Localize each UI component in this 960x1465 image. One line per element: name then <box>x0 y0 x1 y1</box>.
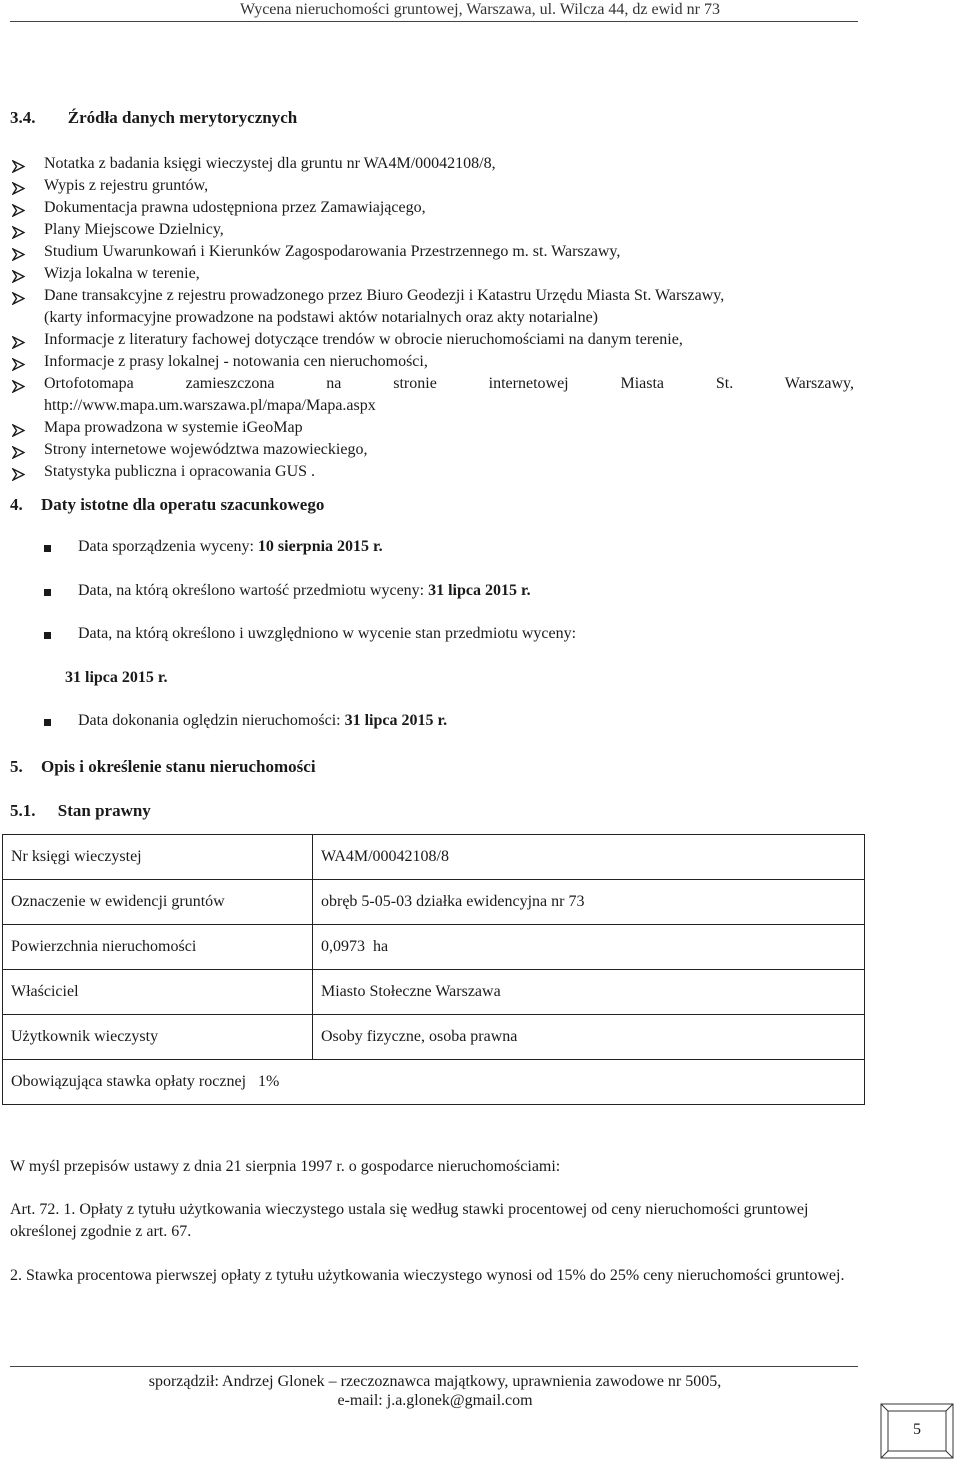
date-item: Data, na którą określono i uwzględniono w wycenie stan przedmiotu wyceny: <box>78 625 577 642</box>
table-label-value <box>3 1060 865 1105</box>
arrow-bullet-icon <box>12 358 25 371</box>
list-item: Plany Miejscowe Dzielnicy, <box>44 221 224 238</box>
table-row <box>3 880 865 925</box>
footer-email: e-mail: j.a.glonek@gmail.com <box>337 1392 533 1409</box>
date-value: 31 lipca 2015 r. <box>344 712 448 729</box>
arrow-bullet-icon <box>12 270 25 283</box>
table-label: Właściciel <box>3 970 313 1015</box>
section-title: Opis i określenie stanu nieruchomości <box>41 757 316 776</box>
arrow-bullet-icon <box>12 380 25 393</box>
table-label: Użytkownik wieczysty <box>3 1015 313 1060</box>
table-value: obręb 5-05-03 działka ewidencyjna nr 73 <box>313 880 865 925</box>
table-label: Nr księgi wieczystej <box>3 835 313 880</box>
date-value: 10 sierpnia 2015 r. <box>257 538 383 555</box>
date-value: 31 lipca 2015 r. <box>428 582 531 599</box>
header-rule <box>10 21 858 22</box>
date-label: Data, na którą określono wartość przedmiotu wyceny: <box>78 582 429 599</box>
arrow-bullet-icon <box>12 226 25 239</box>
footer-author: sporządził: Andrzej Glonek – rzeczoznawca majątkowy, uprawnienia zawodowe nr 5005, <box>148 1373 722 1390</box>
date-item <box>78 712 447 730</box>
date-value: 31 lipca 2015 r. <box>65 669 168 686</box>
list-item: Studium Uwarunkowań i Kierunków Zagospodarowania Przestrzennego m. st. Warszawy, <box>44 243 621 260</box>
list-item: Statystyka publiczna i opracowania GUS . <box>44 463 316 480</box>
arrow-bullet-icon <box>12 182 25 195</box>
law-article-72-2: 2. Stawka procentowa pierwszej opłaty z tytułu użytkowania wieczystego wynosi od 15% do 25% ceny nieruchomości gruntowej. <box>10 1267 845 1284</box>
list-item: Dokumentacja prawna udostępniona przez Zamawiającego, <box>44 199 426 216</box>
table-row <box>3 1015 865 1060</box>
arrow-bullet-icon <box>12 424 25 437</box>
list-item: Notatka z badania księgi wieczystej dla gruntu nr WA4M/00042108/8, <box>44 155 496 172</box>
section-title: Daty istotne dla operatu szacunkowego <box>41 495 325 514</box>
date-label: Data dokonania oględzin nieruchomości: <box>78 712 345 729</box>
legal-status-table <box>2 834 865 1105</box>
section-number: 4. <box>10 495 23 514</box>
section-title: Stan prawny <box>57 801 151 820</box>
table-value: Osoby fizyczne, osoba prawna <box>313 1015 865 1060</box>
table-label: Powierzchnia nieruchomości <box>3 925 313 970</box>
document-header: Wycena nieruchomości gruntowej, Warszawa, ul. Wilcza 44, dz ewid nr 73 <box>240 1 720 18</box>
section-number: 5. <box>10 757 23 776</box>
section-number: 5.1. <box>10 801 36 820</box>
arrow-bullet-icon <box>12 160 25 173</box>
arrow-bullet-icon <box>12 292 25 305</box>
square-bullet-icon <box>44 545 51 552</box>
table-row <box>3 835 865 880</box>
square-bullet-icon <box>44 589 51 596</box>
table-row <box>3 1060 865 1105</box>
table-value: WA4M/00042108/8 <box>313 835 865 880</box>
table-value: Miasto Stołeczne Warszawa <box>313 970 865 1015</box>
date-item <box>78 538 383 556</box>
list-item: Informacje z prasy lokalnej - notowania cen nieruchomości, <box>44 353 428 370</box>
date-item <box>78 582 531 600</box>
arrow-bullet-icon <box>12 446 25 459</box>
section-4-heading <box>10 495 324 515</box>
page-number-box <box>879 1402 955 1460</box>
list-item: Ortofotomapa zamieszczona na stronie internetowej Miasta St. Warszawy, <box>44 375 854 392</box>
square-bullet-icon <box>44 632 51 639</box>
footer-rule <box>10 1366 858 1367</box>
law-intro: W myśl przepisów ustawy z dnia 21 sierpnia 1997 r. o gospodarce nieruchomościami: <box>10 1158 561 1175</box>
ortofotomapa-link[interactable]: http://www.mapa.um.warszawa.pl/mapa/Mapa.aspx <box>44 397 376 414</box>
table-row <box>3 925 865 970</box>
list-item: Strony internetowe województwa mazowieckiego, <box>44 441 368 458</box>
arrow-bullet-icon <box>12 468 25 481</box>
law-article-72-1: Art. 72. 1. Opłaty z tytułu użytkowania wieczystego ustala się według stawki procentowej od ceny nieruchomości gruntowej określonej zgodnie z art. 67. <box>10 1201 809 1240</box>
section-number: 3.4. <box>10 108 36 127</box>
list-item: Mapa prowadzona w systemie iGeoMap <box>44 419 303 436</box>
date-label: Data sporządzenia wyceny: <box>78 538 258 555</box>
section-3-4-heading <box>10 108 297 128</box>
arrow-bullet-icon <box>12 336 25 349</box>
list-item: Wizja lokalna w terenie, <box>44 265 200 282</box>
page-number: 5 <box>913 1421 921 1438</box>
list-item: Wypis z rejestru gruntów, <box>44 177 209 194</box>
table-label: Oznaczenie w ewidencji gruntów <box>3 880 313 925</box>
table-row <box>3 970 865 1015</box>
arrow-bullet-icon <box>12 204 25 217</box>
section-title: Źródła danych merytorycznych <box>67 108 298 127</box>
table-value: 1% <box>258 1073 280 1090</box>
list-item: Dane transakcyjne z rejestru prowadzonego przez Biuro Geodezji i Katastru Urzędu Miasta St. Warszawy, <box>44 287 725 304</box>
section-5-heading <box>10 757 316 777</box>
square-bullet-icon <box>44 719 51 726</box>
list-item-continuation: (karty informacyjne prowadzone na podstawi aktów notarialnych oraz akty notarialne) <box>44 309 599 326</box>
table-label: Obowiązująca stawka opłaty rocznej <box>11 1073 247 1090</box>
arrow-bullet-icon <box>12 248 25 261</box>
list-item: Informacje z literatury fachowej dotyczące trendów w obrocie nieruchomościami na danym terenie, <box>44 331 683 348</box>
section-5-1-heading <box>10 801 151 821</box>
table-value: 0,0973 ha <box>313 925 865 970</box>
